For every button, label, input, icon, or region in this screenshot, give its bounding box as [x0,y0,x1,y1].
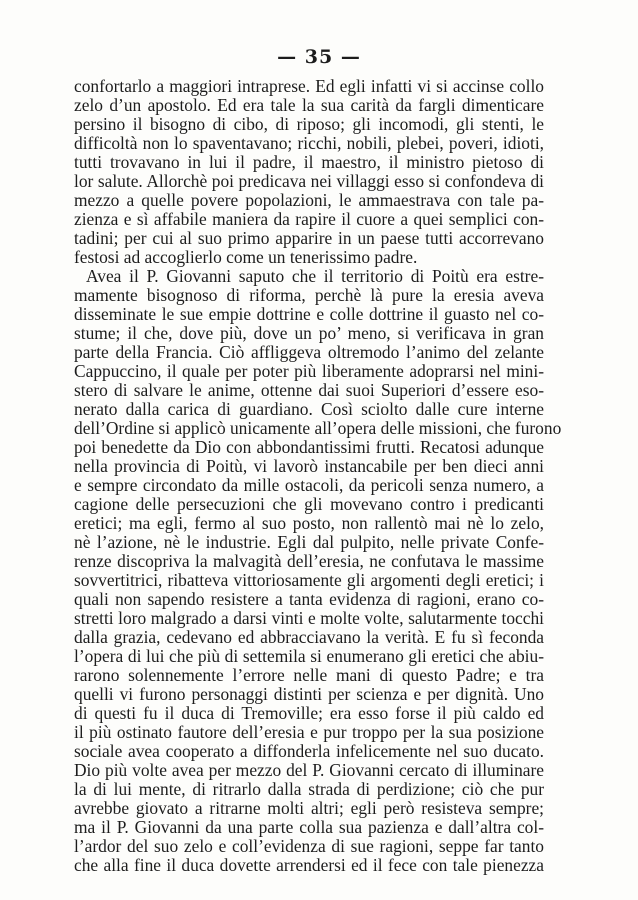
text-line: poi benedette da Dio con abbondantissimi frutti. Recatosi adunque [74,437,544,457]
text-line: Dio più volte avea per mezzo del P. Giovanni cercato di illuminare [74,760,544,780]
text-line: mamente bisognoso di riforma, perchè là pure la eresia aveva [74,285,544,305]
text-line: stretti loro malgrado a darsi vinti e molte volte, salutarmente tocchi [74,608,544,628]
text-line: l’ardor del suo zelo e coll’evidenza di sue ragioni, seppe far tanto [74,836,544,856]
text-line: rarono solennemente l’errore nelle mani di questo Padre; e tra [74,665,544,685]
text-line: nè l’azione, nè le industrie. Egli dal pulpito, nelle private Confe- [74,532,544,552]
text-line: mezzo a quelle povere popolazioni, le ammaestrava con tale pa- [74,190,544,210]
text-line: stero di salvare le anime, ottenne dai suoi Superiori d’essere eso- [74,380,544,400]
text-line: difficoltà non lo spaventavano; ricchi, nobili, plebei, poveri, idioti, [74,133,544,153]
text-line: e sempre circondato da mille ostacoli, da pericoli senza numero, a [74,475,544,495]
text-line: ma il P. Giovanni da una parte colla sua pazienza e dall’altra col- [74,817,544,837]
text-line: avrebbe giovato a ritrarne molti altri; egli però resisteva sempre; [74,798,544,818]
body-text [74,76,562,875]
text-line: che alla fine il duca dovette arrendersi ed il fece con tale pienezza [74,855,544,875]
text-line: nella provincia di Poitù, vi lavorò instancabile per ben dieci anni [74,456,544,476]
text-line: cagione delle persecuzioni che gli movevano contro i predicanti [74,494,544,514]
text-line: sovvertitrici, ribatteva vittoriosamente gli argomenti degli eretici; i [74,570,544,590]
text-line: disseminate le sue empie dottrine e colle dottrine il guasto nel co- [74,304,544,324]
text-line: tadini; per cui al suo primo apparire in un paese tutti accorrevano [74,228,544,248]
text-line: sociale avea cooperato a diffonderla infelicemente nel suo ducato. [74,741,544,761]
text-line: di questi fu il duca di Tremoville; era esso forse il più caldo ed [74,703,544,723]
text-line: stume; il che, dove più, dove un po’ meno, si verificava in gran [74,323,544,343]
text-line: dalla grazia, cedevano ed abbracciavano la verità. E fu sì feconda [74,627,544,647]
text-line: zienza e sì affabile maniera da rapire il cuore a quei semplici con- [74,209,544,229]
text-line: parte della Francia. Ciò affliggeva oltremodo l’animo del zelante [74,342,544,362]
text-line: Avea il P. Giovanni saputo che il territorio di Poitù era estre- [86,266,544,286]
text-line: l’opera di lui che più di settemila si enumerano gli eretici che abiu- [74,646,544,666]
text-line: renze discopriva la malvagità dell’eresia, ne confutava le massime [74,551,544,571]
text-line: dell’Ordine si applicò unicamente all’opera delle missioni, che furono [74,418,562,438]
text-line: lor salute. Allorchè poi predicava nei villaggi esso si confondeva di [74,171,544,191]
text-line: persino il bisogno di cibo, di riposo; gli incomodi, gli stenti, le [74,114,544,134]
text-line: quelli vi furono personaggi distinti per scienza e per dignità. Uno [74,684,544,704]
text-line: la di lui mente, di ritrarlo dalla strada di perdizione; ciò che pur [74,779,544,799]
text-line: eretici; ma egli, fermo al suo posto, non rallentò mai nè lo zelo, [74,513,544,533]
text-line: tutti trovavano in lui il padre, il maestro, il ministro pietoso di [74,152,544,172]
text-line: confortarlo a maggiori intraprese. Ed egli infatti vi si accinse collo [74,76,544,96]
text-line: quali non sapendo resistere a tanta evidenza di ragioni, erano co- [74,589,544,609]
page-number: — 35 — [277,46,361,68]
text-line: il più ostinato fautore dell’eresia e pur troppo per la sua posizione [74,722,544,742]
text-line: festosi ad accoglierlo come un tenerissimo padre. [74,247,418,267]
text-line: Cappuccino, il quale per poter più liberamente adoprarsi nel mini- [74,361,544,381]
text-line: zelo d’un apostolo. Ed era tale la sua carità da fargli dimenticare [74,95,544,115]
text-line: nerato dalla carica di guardiano. Così sciolto dalle cure interne [74,399,544,419]
